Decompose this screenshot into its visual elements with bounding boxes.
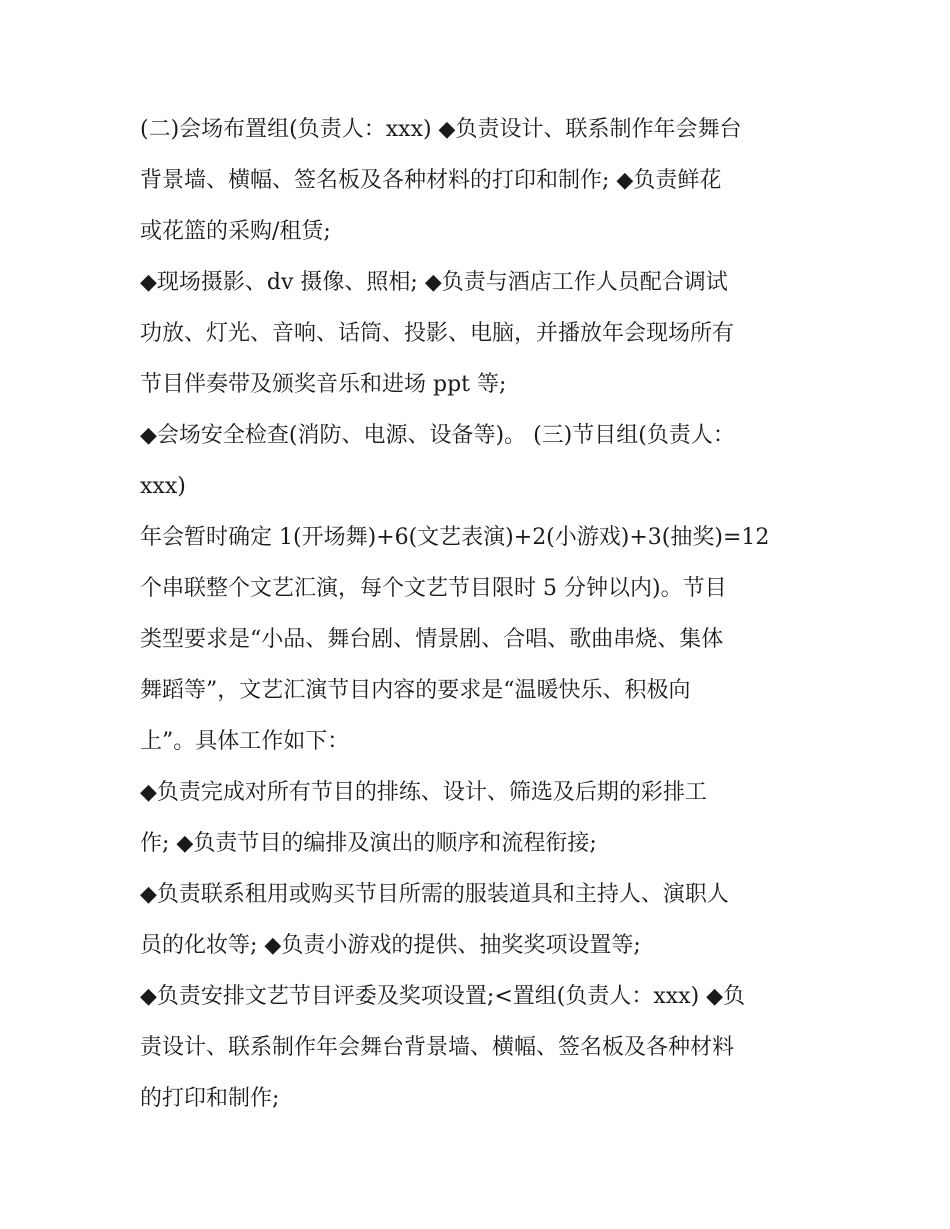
text-line: 员的化妆等; ◆负责小游戏的提供、抽奖奖项设置等;	[140, 933, 641, 958]
text-line: 功放、灯光、音响、话筒、投影、电脑，并播放年会现场所有	[140, 321, 735, 346]
document-body	[140, 104, 820, 1124]
text-line: xxx)	[140, 474, 186, 499]
text-line: 或花篮的采购/租赁;	[140, 219, 331, 244]
text-line: 年会暂时确定 1(开场舞)+6(文艺表演)+2(小游戏)+3(抽奖)=12	[140, 525, 770, 550]
text-line: ◆负责联系租用或购买节目所需的服装道具和主持人、演职人	[140, 882, 729, 907]
text-line: 舞蹈等”，文艺汇演节目内容的要求是“温暖快乐、积极向	[140, 678, 691, 703]
text-line: 的打印和制作;	[140, 1086, 280, 1111]
text-line: ◆现场摄影、dv 摄像、照相; ◆负责与酒店工作人员配合调试	[140, 270, 728, 295]
text-line: 作; ◆负责节目的编排及演出的顺序和流程衔接;	[140, 831, 597, 856]
text-line: ◆会场安全检查(消防、电源、设备等)。 (三)节目组(负责人：	[140, 423, 735, 448]
text-line: 类型要求是“小品、舞台剧、情景剧、合唱、歌曲串烧、集体	[140, 627, 724, 652]
text-line: 个串联整个文艺汇演，每个文艺节目限时 5 分钟以内)。节目	[140, 576, 727, 601]
text-line: ◆负责完成对所有节目的排练、设计、筛选及后期的彩排工	[140, 780, 707, 805]
text-line: (二)会场布置组(负责人：xxx) ◆负责设计、联系制作年会舞台	[140, 117, 742, 142]
text-line: 上”。具体工作如下：	[140, 729, 350, 754]
text-line: ◆负责安排文艺节目评委及奖项设置;<置组(负责人：xxx) ◆负	[140, 984, 746, 1009]
text-line: 背景墙、横幅、签名板及各种材料的打印和制作; ◆负责鲜花	[140, 168, 722, 193]
text-line: 责设计、联系制作年会舞台背景墙、横幅、签名板及各种材料	[140, 1035, 735, 1060]
text-line: 节目伴奏带及颁奖音乐和进场 ppt 等;	[140, 372, 507, 397]
